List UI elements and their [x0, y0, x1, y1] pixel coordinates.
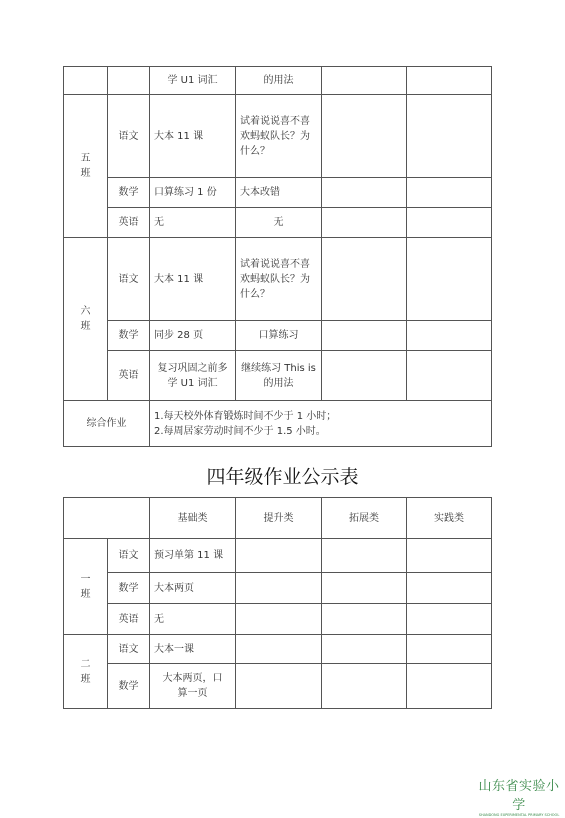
header-basic: 基础类	[150, 498, 236, 539]
subject-cell: 英语	[108, 604, 150, 635]
table-row	[64, 539, 492, 573]
basic-cell: 大本 11 课	[150, 95, 236, 178]
subject-cell: 语文	[108, 238, 150, 321]
table-header-row	[64, 498, 492, 539]
school-logo	[478, 775, 560, 818]
table-row	[64, 401, 492, 447]
subject-cell: 数学	[108, 321, 150, 351]
advance-cell: 继续练习 This is 的用法	[236, 351, 322, 401]
table-row	[64, 604, 492, 635]
advance-cell: 无	[236, 208, 322, 238]
subject-cell: 数学	[108, 664, 150, 709]
general-homework-label: 综合作业	[64, 401, 150, 447]
basic-cell: 大本 11 课	[150, 238, 236, 321]
header-extension: 拓展类	[322, 498, 407, 539]
school-logo-name: 山东省实验小学	[478, 779, 560, 813]
table-row	[64, 178, 492, 208]
basic-cell: 无	[150, 208, 236, 238]
basic-cell: 大本两页	[150, 573, 236, 604]
basic-cell: 无	[150, 604, 236, 635]
general-homework-line: 2.每周居家劳动时间不少于 1.5 小时。	[154, 425, 326, 437]
basic-cell: 预习单第 11 课	[150, 539, 236, 573]
school-logo-english: SHANDONG EXPERIMENTAL PRIMARY SCHOOL	[478, 813, 560, 817]
table-row	[64, 67, 492, 95]
subject-cell: 数学	[108, 178, 150, 208]
table-row	[64, 664, 492, 709]
table-row	[64, 238, 492, 321]
subject-cell: 语文	[108, 95, 150, 178]
subject-cell: 语文	[108, 635, 150, 664]
table-row	[64, 321, 492, 351]
header-advance: 提升类	[236, 498, 322, 539]
table-row	[64, 95, 492, 178]
homework-table-continued	[63, 66, 492, 447]
class-label: 六 班	[64, 238, 108, 401]
class-label: 二 班	[64, 635, 108, 709]
page-title: 四年级作业公示表	[206, 466, 359, 488]
general-homework-content	[150, 401, 492, 447]
subject-cell: 英语	[108, 208, 150, 238]
advance-cell: 大本改错	[236, 178, 322, 208]
basic-cell: 大本一课	[150, 635, 236, 664]
general-homework-line: 1.每天校外体育锻炼时间不少于 1 小时；	[154, 410, 337, 422]
table-row	[64, 208, 492, 238]
subject-cell: 数学	[108, 573, 150, 604]
homework-table-grade4	[63, 497, 492, 709]
basic-cell: 同步 28 页	[150, 321, 236, 351]
table-row	[64, 573, 492, 604]
basic-cell: 复习巩固之前多 学 U1 词汇	[150, 351, 236, 401]
table-row	[64, 351, 492, 401]
class-label: 五 班	[64, 95, 108, 238]
subject-cell: 英语	[108, 351, 150, 401]
advance-cell: 口算练习	[236, 321, 322, 351]
english-basic-cell: 学 U1 词汇	[150, 67, 236, 95]
advance-cell: 试着说说喜不喜 欢蚂蚁队长？为 什么？	[236, 95, 322, 178]
table-row	[64, 635, 492, 664]
advance-cell: 试着说说喜不喜 欢蚂蚁队长？为 什么？	[236, 238, 322, 321]
class-label: 一 班	[64, 539, 108, 635]
english-advance-cell: 的用法	[236, 67, 322, 95]
subject-cell: 语文	[108, 539, 150, 573]
basic-cell: 大本两页，口 算一页	[150, 664, 236, 709]
basic-cell: 口算练习 1 份	[150, 178, 236, 208]
header-practice: 实践类	[407, 498, 492, 539]
